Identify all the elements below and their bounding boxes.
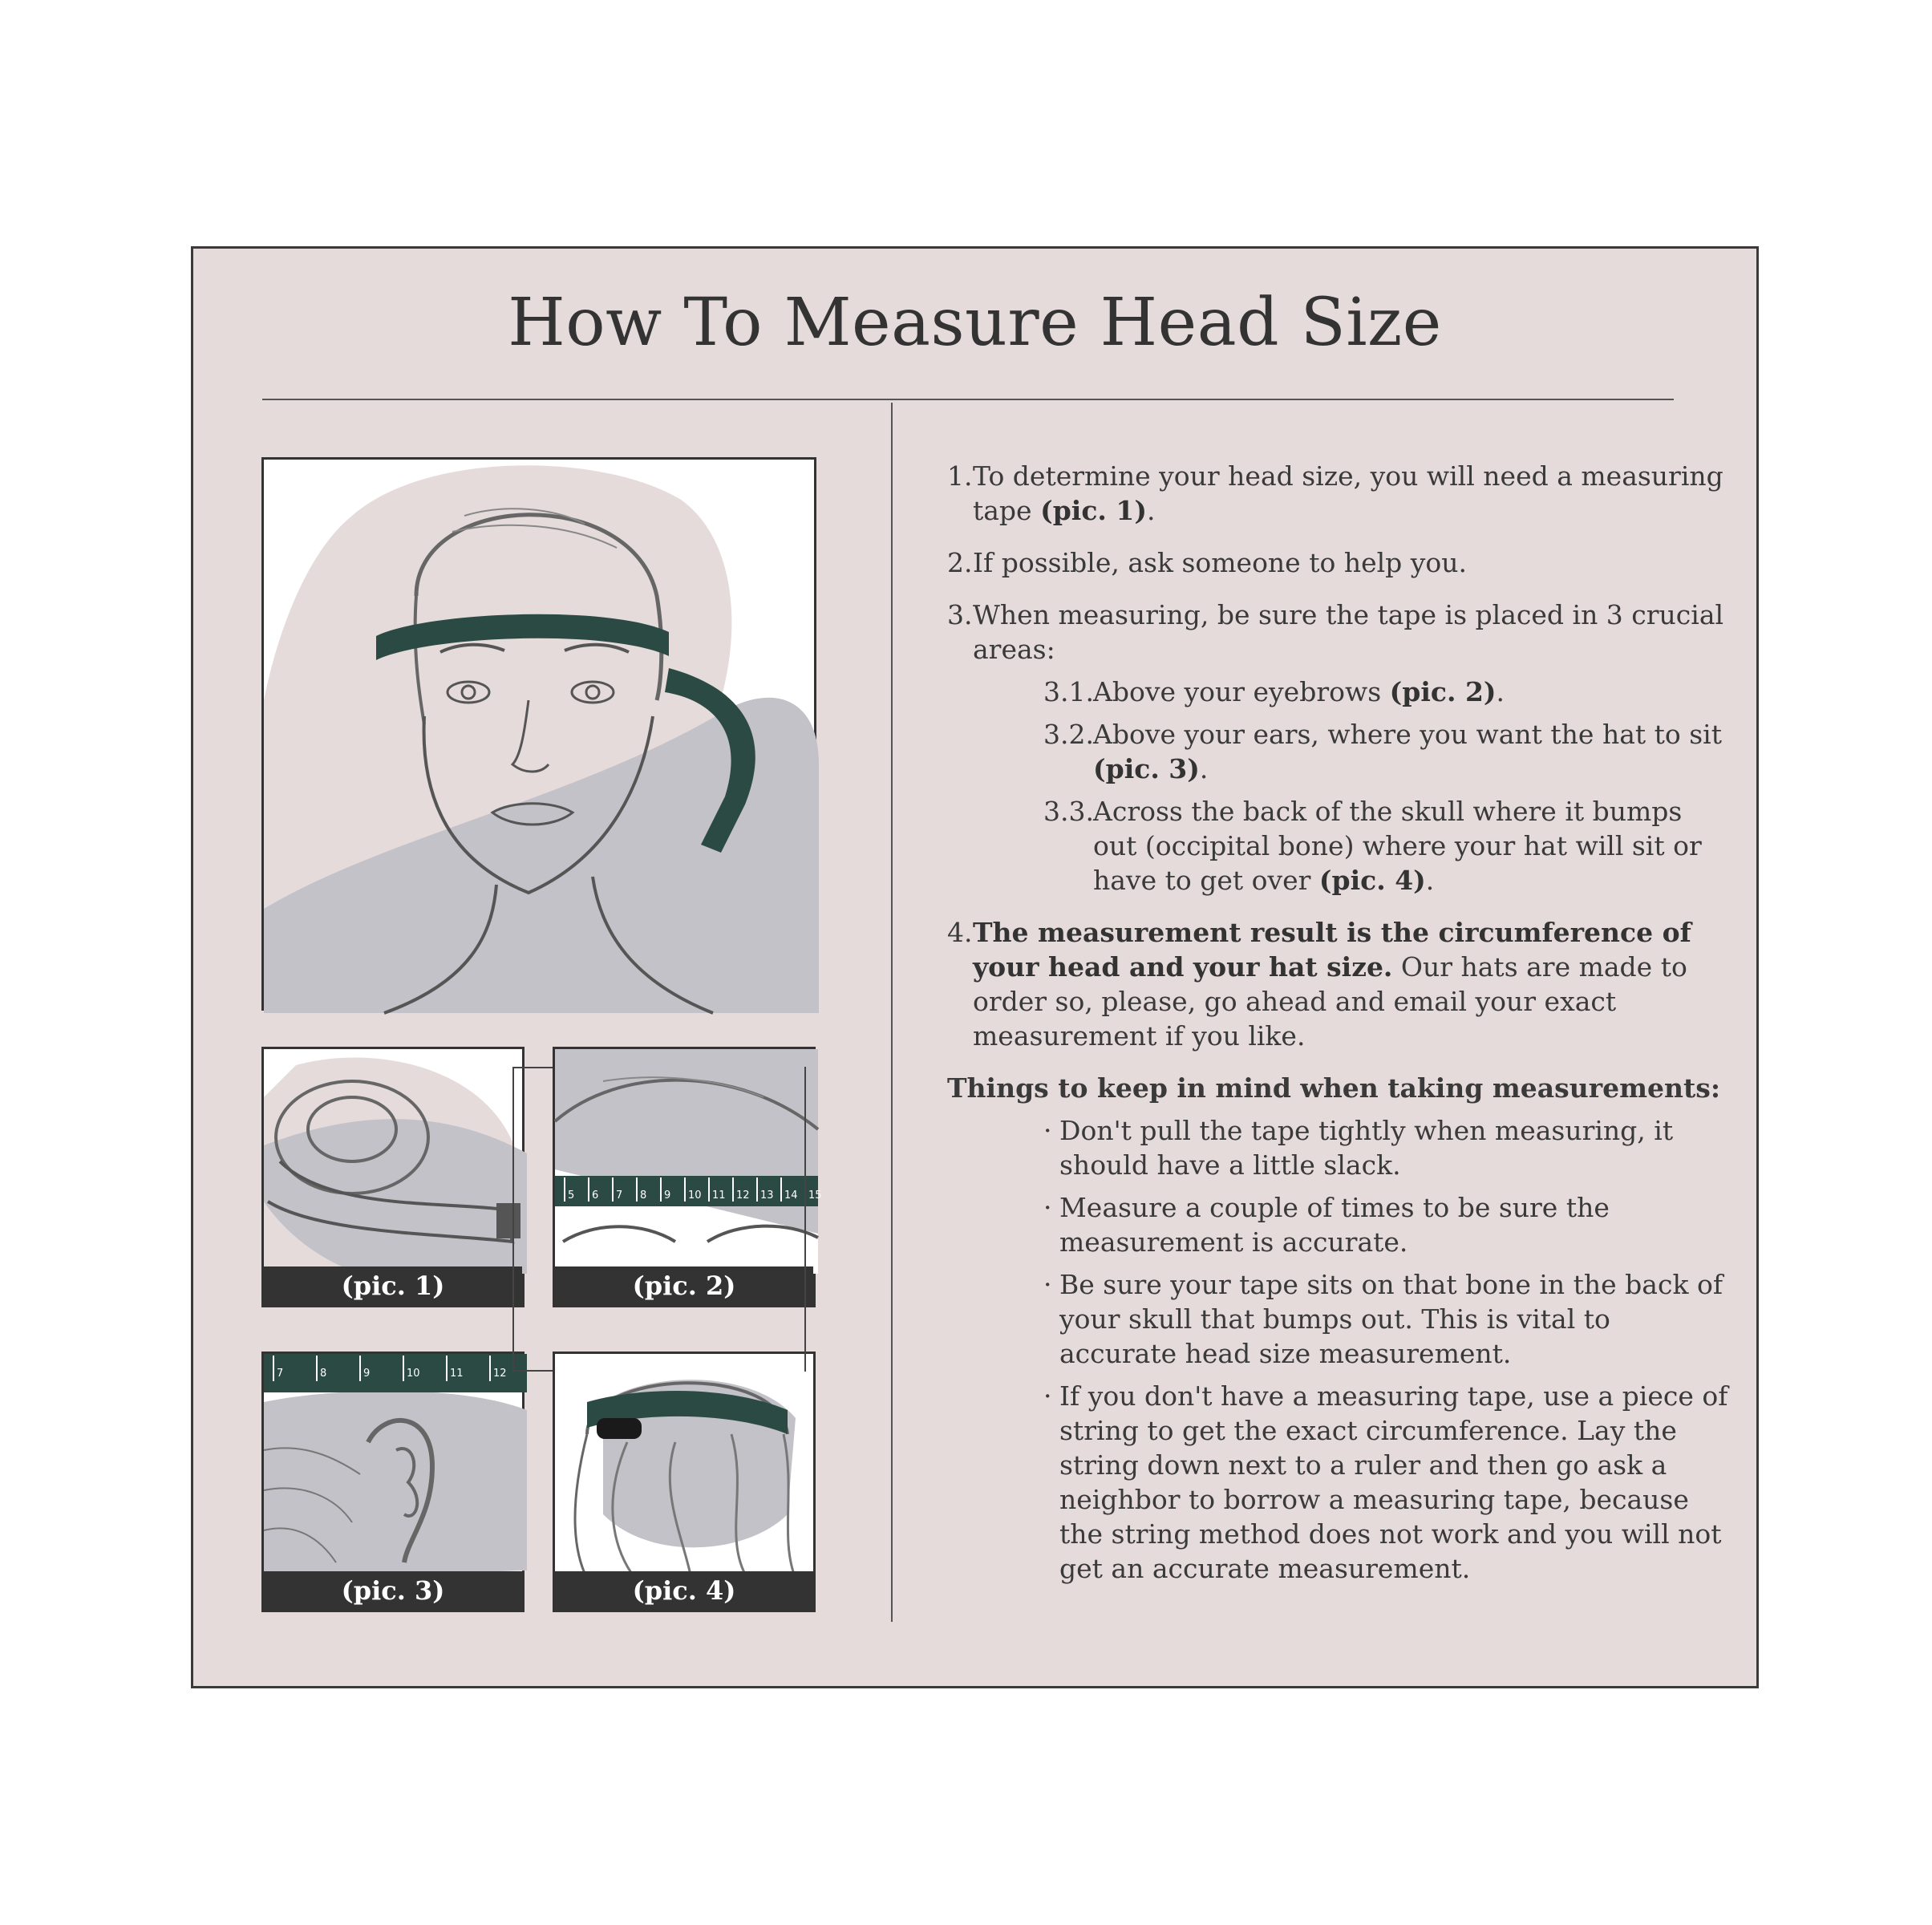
step-3: 3. When measuring, be sure the tape is placed in 3 crucial areas: <box>947 599 1724 665</box>
tape-number: 11 <box>712 1189 726 1202</box>
connector-line <box>512 1067 553 1068</box>
pic-3-caption: (pic. 3) <box>264 1571 522 1610</box>
tape-number: 15 <box>808 1189 822 1202</box>
tips-heading: Things to keep in mind when taking measurements: <box>947 1072 1721 1104</box>
step-1: 1. To determine your head size, you will need a measuring tape (pic. 1). <box>947 460 1723 526</box>
pic-2-caption: (pic. 2) <box>555 1266 813 1305</box>
tape-number: 9 <box>363 1368 371 1380</box>
connector-line <box>512 1370 553 1372</box>
forehead-tape-drawing <box>555 1049 822 1274</box>
tip-item: · If you don't have a measuring tape, use a piece of string to get the exact circumference. Lay the string down next to a ruler and then go ask a neighbor to borrow a measuring tape, because the string method does not work and you will not get an accurate measurement. <box>1043 1380 1728 1584</box>
head-drawing <box>264 460 819 1013</box>
pic-1-panel <box>261 1047 525 1307</box>
connector-line <box>804 1067 806 1372</box>
tip-item: · Be sure your tape sits on that bone in the back of your skull that bumps out. This is vital to accurate head size measurement. <box>1043 1269 1723 1369</box>
page-title: How To Measure Head Size <box>508 285 1442 361</box>
tape-number: 8 <box>320 1368 327 1380</box>
pic-2-panel <box>553 1047 822 1307</box>
pic-4-panel <box>553 1352 816 1612</box>
tape-roll-drawing <box>264 1049 527 1274</box>
main-head-illustration <box>261 457 816 1011</box>
tape-number: 7 <box>277 1368 284 1380</box>
instructions-column <box>947 459 1733 1594</box>
tip-item: · Don't pull the tape tightly when measuring, it should have a little slack. <box>1043 1115 1674 1181</box>
size-guide-card <box>191 246 1759 1688</box>
step-3-1: 3.1. Above your eyebrows (pic. 2). <box>1043 676 1505 707</box>
tape-number: 13 <box>760 1189 774 1202</box>
ear-tape-drawing <box>264 1354 527 1578</box>
tape-number: 6 <box>592 1189 599 1202</box>
column-divider <box>891 403 893 1622</box>
title-divider <box>262 399 1674 400</box>
tape-number: 10 <box>688 1189 702 1202</box>
tape-number: 8 <box>640 1189 647 1202</box>
tip-item: · Measure a couple of times to be sure the measurement is accurate. <box>1043 1192 1610 1258</box>
step-4: 4. The measurement result is the circumference of your head and your hat size. Our hats are made to order so, please, go ahead and email your exact measurement if you like. <box>947 917 1691 1052</box>
step-3-2: 3.2. Above your ears, where you want the hat to sit (pic. 3). <box>1043 719 1722 784</box>
tape-number: 5 <box>568 1189 575 1202</box>
tape-number: 10 <box>407 1368 420 1380</box>
connector-line <box>512 1067 514 1372</box>
back-head-tape-drawing <box>555 1354 818 1578</box>
tape-number: 14 <box>784 1189 798 1202</box>
tape-number: 7 <box>616 1189 623 1202</box>
step-2: 2. If possible, ask someone to help you. <box>947 547 1468 578</box>
tape-number: 12 <box>736 1189 750 1202</box>
pic-4-caption: (pic. 4) <box>555 1571 813 1610</box>
tape-number: 11 <box>450 1368 464 1380</box>
tape-number: 9 <box>664 1189 671 1202</box>
tape-number: 12 <box>493 1368 507 1380</box>
pic-3-panel <box>261 1352 525 1612</box>
step-3-3: 3.3. Across the back of the skull where it bumps out (occipital bone) where your hat will sit or have to get over (pic. 4). <box>1043 796 1702 896</box>
pic-1-caption: (pic. 1) <box>264 1266 522 1305</box>
